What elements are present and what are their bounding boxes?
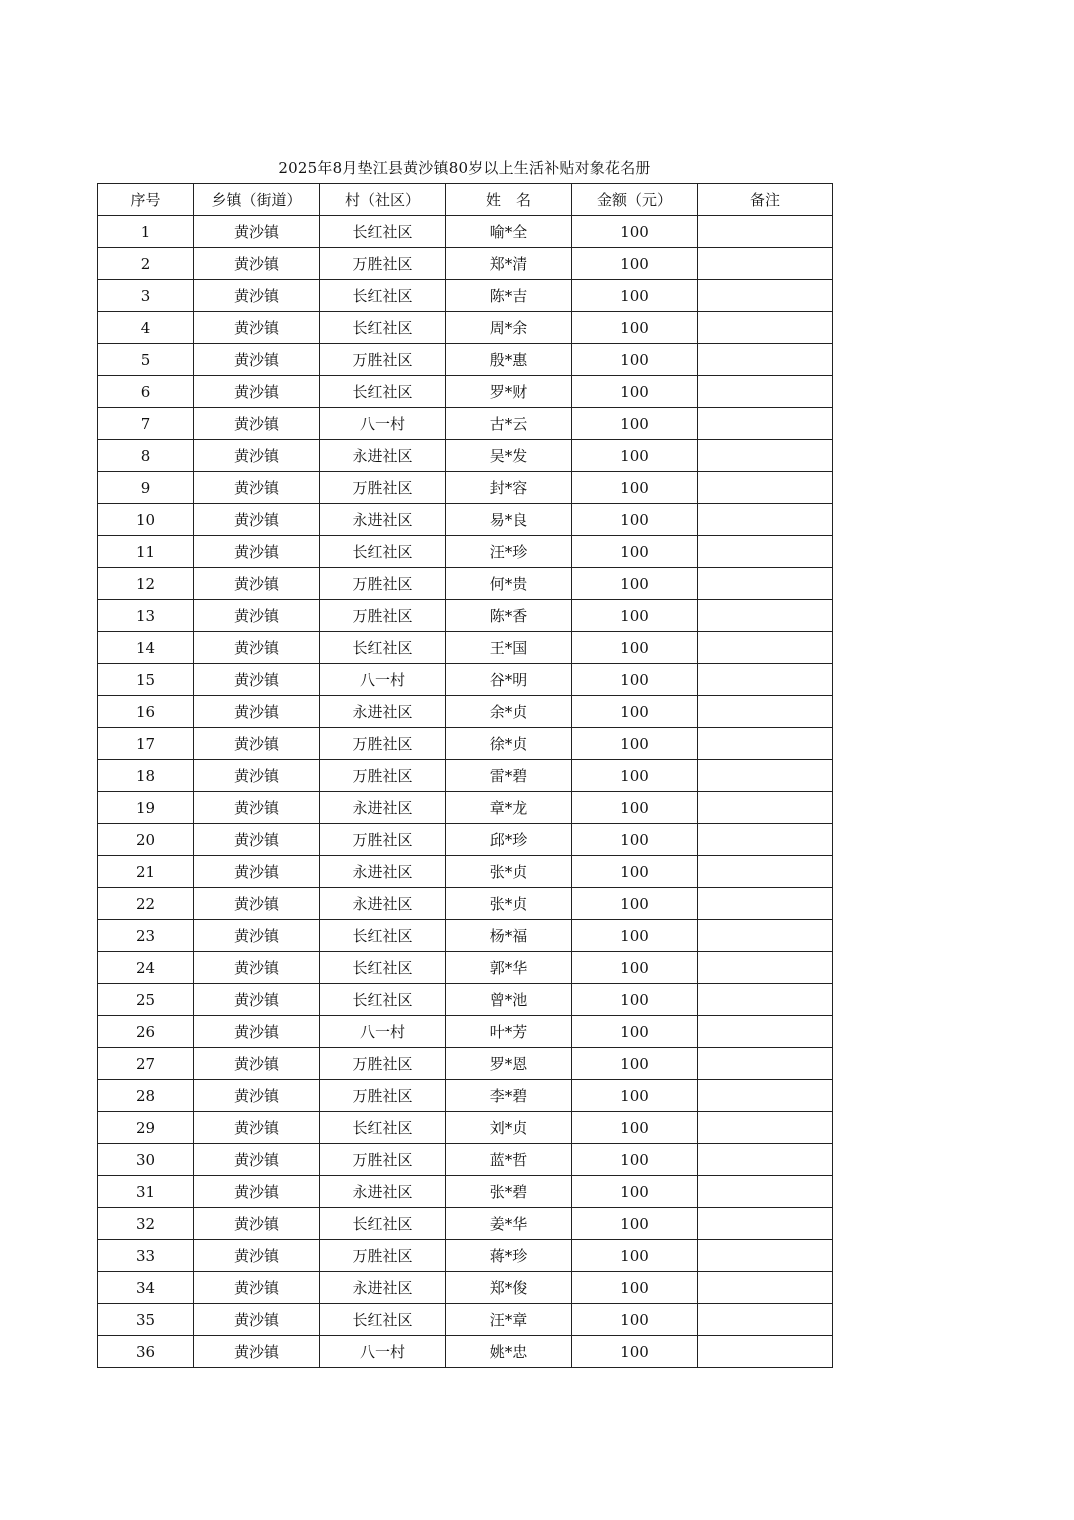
cell-name: 杨*福 (446, 920, 572, 952)
cell-township: 黄沙镇 (194, 1144, 320, 1176)
cell-remarks (698, 376, 833, 408)
cell-village: 长红社区 (320, 952, 446, 984)
column-header-name: 姓 名 (446, 184, 572, 216)
cell-township: 黄沙镇 (194, 920, 320, 952)
cell-name: 余*贞 (446, 696, 572, 728)
cell-village: 长红社区 (320, 1304, 446, 1336)
cell-township: 黄沙镇 (194, 344, 320, 376)
cell-township: 黄沙镇 (194, 1176, 320, 1208)
cell-amount: 100 (572, 792, 698, 824)
cell-index: 6 (98, 376, 194, 408)
cell-name: 叶*芳 (446, 1016, 572, 1048)
cell-village: 万胜社区 (320, 248, 446, 280)
cell-name: 张*贞 (446, 888, 572, 920)
cell-village: 万胜社区 (320, 472, 446, 504)
cell-amount: 100 (572, 536, 698, 568)
table-row (98, 1112, 833, 1144)
cell-remarks (698, 696, 833, 728)
cell-remarks (698, 632, 833, 664)
cell-township: 黄沙镇 (194, 984, 320, 1016)
cell-remarks (698, 248, 833, 280)
cell-remarks (698, 952, 833, 984)
cell-remarks (698, 1112, 833, 1144)
cell-index: 21 (98, 856, 194, 888)
cell-amount: 100 (572, 728, 698, 760)
cell-remarks (698, 920, 833, 952)
cell-index: 11 (98, 536, 194, 568)
cell-name: 张*贞 (446, 856, 572, 888)
cell-index: 3 (98, 280, 194, 312)
cell-amount: 100 (572, 856, 698, 888)
table-row (98, 440, 833, 472)
cell-index: 17 (98, 728, 194, 760)
cell-name: 张*碧 (446, 1176, 572, 1208)
cell-index: 36 (98, 1336, 194, 1368)
cell-index: 22 (98, 888, 194, 920)
cell-name: 罗*财 (446, 376, 572, 408)
cell-village: 永进社区 (320, 1176, 446, 1208)
cell-index: 34 (98, 1272, 194, 1304)
cell-index: 29 (98, 1112, 194, 1144)
cell-village: 长红社区 (320, 536, 446, 568)
cell-remarks (698, 600, 833, 632)
cell-amount: 100 (572, 440, 698, 472)
table-row (98, 952, 833, 984)
cell-village: 永进社区 (320, 856, 446, 888)
cell-amount: 100 (572, 888, 698, 920)
cell-remarks (698, 568, 833, 600)
cell-name: 汪*珍 (446, 536, 572, 568)
cell-amount: 100 (572, 1176, 698, 1208)
cell-name: 王*国 (446, 632, 572, 664)
cell-amount: 100 (572, 472, 698, 504)
cell-township: 黄沙镇 (194, 248, 320, 280)
cell-township: 黄沙镇 (194, 1016, 320, 1048)
cell-name: 喻*全 (446, 216, 572, 248)
table-row (98, 984, 833, 1016)
cell-amount: 100 (572, 568, 698, 600)
cell-township: 黄沙镇 (194, 1112, 320, 1144)
cell-township: 黄沙镇 (194, 856, 320, 888)
cell-amount: 100 (572, 216, 698, 248)
cell-remarks (698, 792, 833, 824)
cell-township: 黄沙镇 (194, 536, 320, 568)
cell-remarks (698, 536, 833, 568)
cell-index: 30 (98, 1144, 194, 1176)
cell-village: 永进社区 (320, 696, 446, 728)
table-row (98, 344, 833, 376)
cell-amount: 100 (572, 824, 698, 856)
cell-township: 黄沙镇 (194, 440, 320, 472)
cell-township: 黄沙镇 (194, 824, 320, 856)
cell-amount: 100 (572, 1144, 698, 1176)
cell-remarks (698, 824, 833, 856)
cell-index: 12 (98, 568, 194, 600)
cell-index: 28 (98, 1080, 194, 1112)
cell-township: 黄沙镇 (194, 952, 320, 984)
cell-remarks (698, 760, 833, 792)
cell-village: 八一村 (320, 408, 446, 440)
cell-index: 23 (98, 920, 194, 952)
cell-township: 黄沙镇 (194, 1272, 320, 1304)
cell-village: 万胜社区 (320, 1080, 446, 1112)
cell-index: 19 (98, 792, 194, 824)
cell-index: 31 (98, 1176, 194, 1208)
cell-amount: 100 (572, 632, 698, 664)
cell-village: 长红社区 (320, 1208, 446, 1240)
cell-remarks (698, 216, 833, 248)
table-row (98, 1336, 833, 1368)
table-row (98, 920, 833, 952)
cell-index: 18 (98, 760, 194, 792)
cell-amount: 100 (572, 920, 698, 952)
cell-index: 1 (98, 216, 194, 248)
cell-name: 周*余 (446, 312, 572, 344)
cell-village: 长红社区 (320, 920, 446, 952)
cell-index: 7 (98, 408, 194, 440)
cell-name: 殷*惠 (446, 344, 572, 376)
cell-remarks (698, 1272, 833, 1304)
cell-index: 32 (98, 1208, 194, 1240)
cell-township: 黄沙镇 (194, 472, 320, 504)
cell-village: 长红社区 (320, 632, 446, 664)
cell-remarks (698, 280, 833, 312)
cell-amount: 100 (572, 664, 698, 696)
cell-remarks (698, 1176, 833, 1208)
cell-amount: 100 (572, 1208, 698, 1240)
cell-remarks (698, 344, 833, 376)
cell-remarks (698, 312, 833, 344)
cell-name: 郑*俊 (446, 1272, 572, 1304)
table-row (98, 1304, 833, 1336)
cell-remarks (698, 888, 833, 920)
table-row (98, 376, 833, 408)
cell-village: 长红社区 (320, 376, 446, 408)
cell-amount: 100 (572, 504, 698, 536)
table-row (98, 824, 833, 856)
cell-village: 永进社区 (320, 888, 446, 920)
cell-amount: 100 (572, 984, 698, 1016)
cell-name: 李*碧 (446, 1080, 572, 1112)
cell-remarks (698, 984, 833, 1016)
cell-remarks (698, 408, 833, 440)
cell-village: 万胜社区 (320, 824, 446, 856)
cell-index: 10 (98, 504, 194, 536)
cell-township: 黄沙镇 (194, 664, 320, 696)
cell-name: 曾*池 (446, 984, 572, 1016)
cell-township: 黄沙镇 (194, 280, 320, 312)
cell-village: 永进社区 (320, 1272, 446, 1304)
cell-village: 万胜社区 (320, 728, 446, 760)
cell-name: 邱*珍 (446, 824, 572, 856)
cell-village: 万胜社区 (320, 1144, 446, 1176)
cell-remarks (698, 1144, 833, 1176)
cell-remarks (698, 472, 833, 504)
table-row (98, 888, 833, 920)
table-row (98, 856, 833, 888)
cell-remarks (698, 440, 833, 472)
cell-index: 9 (98, 472, 194, 504)
cell-amount: 100 (572, 1048, 698, 1080)
cell-village: 长红社区 (320, 216, 446, 248)
table-row (98, 312, 833, 344)
cell-index: 5 (98, 344, 194, 376)
cell-amount: 100 (572, 952, 698, 984)
cell-township: 黄沙镇 (194, 504, 320, 536)
cell-name: 郭*华 (446, 952, 572, 984)
cell-village: 八一村 (320, 1336, 446, 1368)
cell-township: 黄沙镇 (194, 1304, 320, 1336)
column-header-village: 村（社区） (320, 184, 446, 216)
cell-township: 黄沙镇 (194, 728, 320, 760)
table-row (98, 1048, 833, 1080)
cell-name: 陈*香 (446, 600, 572, 632)
cell-index: 15 (98, 664, 194, 696)
cell-township: 黄沙镇 (194, 600, 320, 632)
cell-amount: 100 (572, 1336, 698, 1368)
cell-name: 罗*恩 (446, 1048, 572, 1080)
roster-table (97, 183, 833, 1368)
cell-township: 黄沙镇 (194, 1080, 320, 1112)
cell-village: 万胜社区 (320, 1240, 446, 1272)
cell-township: 黄沙镇 (194, 216, 320, 248)
cell-village: 长红社区 (320, 984, 446, 1016)
cell-remarks (698, 1080, 833, 1112)
table-row (98, 664, 833, 696)
cell-village: 长红社区 (320, 280, 446, 312)
table-row (98, 1240, 833, 1272)
column-header-township: 乡镇（街道） (194, 184, 320, 216)
cell-township: 黄沙镇 (194, 1208, 320, 1240)
column-header-remarks: 备注 (698, 184, 833, 216)
cell-remarks (698, 1208, 833, 1240)
cell-village: 万胜社区 (320, 568, 446, 600)
table-row (98, 728, 833, 760)
table-row (98, 696, 833, 728)
cell-remarks (698, 1016, 833, 1048)
cell-amount: 100 (572, 344, 698, 376)
cell-amount: 100 (572, 1080, 698, 1112)
table-row (98, 472, 833, 504)
cell-name: 谷*明 (446, 664, 572, 696)
table-row (98, 760, 833, 792)
cell-amount: 100 (572, 1112, 698, 1144)
cell-index: 2 (98, 248, 194, 280)
cell-name: 郑*清 (446, 248, 572, 280)
cell-township: 黄沙镇 (194, 1336, 320, 1368)
cell-township: 黄沙镇 (194, 1240, 320, 1272)
table-body (98, 216, 833, 1368)
cell-remarks (698, 1048, 833, 1080)
column-header-index: 序号 (98, 184, 194, 216)
cell-township: 黄沙镇 (194, 888, 320, 920)
cell-remarks (698, 664, 833, 696)
cell-township: 黄沙镇 (194, 632, 320, 664)
table-row (98, 1208, 833, 1240)
cell-remarks (698, 856, 833, 888)
cell-remarks (698, 1240, 833, 1272)
cell-remarks (698, 504, 833, 536)
table-row (98, 1080, 833, 1112)
cell-village: 万胜社区 (320, 1048, 446, 1080)
cell-village: 永进社区 (320, 792, 446, 824)
table-header-row (98, 184, 833, 216)
cell-township: 黄沙镇 (194, 376, 320, 408)
cell-name: 雷*碧 (446, 760, 572, 792)
cell-amount: 100 (572, 760, 698, 792)
cell-township: 黄沙镇 (194, 568, 320, 600)
cell-amount: 100 (572, 280, 698, 312)
cell-township: 黄沙镇 (194, 1048, 320, 1080)
cell-name: 易*良 (446, 504, 572, 536)
table-row (98, 408, 833, 440)
cell-index: 35 (98, 1304, 194, 1336)
cell-village: 八一村 (320, 664, 446, 696)
cell-amount: 100 (572, 248, 698, 280)
cell-index: 16 (98, 696, 194, 728)
cell-amount: 100 (572, 1240, 698, 1272)
cell-village: 长红社区 (320, 1112, 446, 1144)
cell-village: 万胜社区 (320, 760, 446, 792)
cell-township: 黄沙镇 (194, 760, 320, 792)
table-row (98, 792, 833, 824)
table-row (98, 504, 833, 536)
table-row (98, 1176, 833, 1208)
cell-index: 8 (98, 440, 194, 472)
cell-name: 刘*贞 (446, 1112, 572, 1144)
cell-amount: 100 (572, 1272, 698, 1304)
table-row (98, 248, 833, 280)
cell-name: 蒋*珍 (446, 1240, 572, 1272)
column-header-amount: 金额（元） (572, 184, 698, 216)
cell-amount: 100 (572, 696, 698, 728)
table-row (98, 216, 833, 248)
cell-amount: 100 (572, 1016, 698, 1048)
cell-index: 20 (98, 824, 194, 856)
cell-remarks (698, 728, 833, 760)
cell-village: 长红社区 (320, 312, 446, 344)
cell-village: 万胜社区 (320, 600, 446, 632)
cell-name: 古*云 (446, 408, 572, 440)
table-row (98, 1144, 833, 1176)
cell-remarks (698, 1336, 833, 1368)
page-title: 2025年8月垫江县黄沙镇80岁以上生活补贴对象花名册 (278, 159, 651, 177)
cell-name: 姚*忠 (446, 1336, 572, 1368)
cell-village: 永进社区 (320, 440, 446, 472)
cell-name: 吴*发 (446, 440, 572, 472)
cell-township: 黄沙镇 (194, 696, 320, 728)
table-row (98, 1272, 833, 1304)
table-row (98, 1016, 833, 1048)
cell-village: 八一村 (320, 1016, 446, 1048)
cell-index: 4 (98, 312, 194, 344)
cell-index: 13 (98, 600, 194, 632)
cell-name: 姜*华 (446, 1208, 572, 1240)
cell-township: 黄沙镇 (194, 408, 320, 440)
cell-index: 25 (98, 984, 194, 1016)
cell-name: 蓝*哲 (446, 1144, 572, 1176)
table-row (98, 536, 833, 568)
cell-township: 黄沙镇 (194, 792, 320, 824)
table-row (98, 568, 833, 600)
table-row (98, 280, 833, 312)
cell-amount: 100 (572, 600, 698, 632)
cell-name: 汪*章 (446, 1304, 572, 1336)
cell-village: 万胜社区 (320, 344, 446, 376)
cell-name: 章*龙 (446, 792, 572, 824)
cell-village: 永进社区 (320, 504, 446, 536)
cell-amount: 100 (572, 312, 698, 344)
cell-name: 何*贵 (446, 568, 572, 600)
table-row (98, 632, 833, 664)
cell-index: 24 (98, 952, 194, 984)
cell-index: 14 (98, 632, 194, 664)
cell-index: 26 (98, 1016, 194, 1048)
cell-name: 徐*贞 (446, 728, 572, 760)
table-row (98, 600, 833, 632)
cell-name: 封*容 (446, 472, 572, 504)
cell-index: 27 (98, 1048, 194, 1080)
cell-amount: 100 (572, 408, 698, 440)
cell-remarks (698, 1304, 833, 1336)
cell-name: 陈*吉 (446, 280, 572, 312)
cell-amount: 100 (572, 376, 698, 408)
cell-township: 黄沙镇 (194, 312, 320, 344)
cell-index: 33 (98, 1240, 194, 1272)
cell-amount: 100 (572, 1304, 698, 1336)
